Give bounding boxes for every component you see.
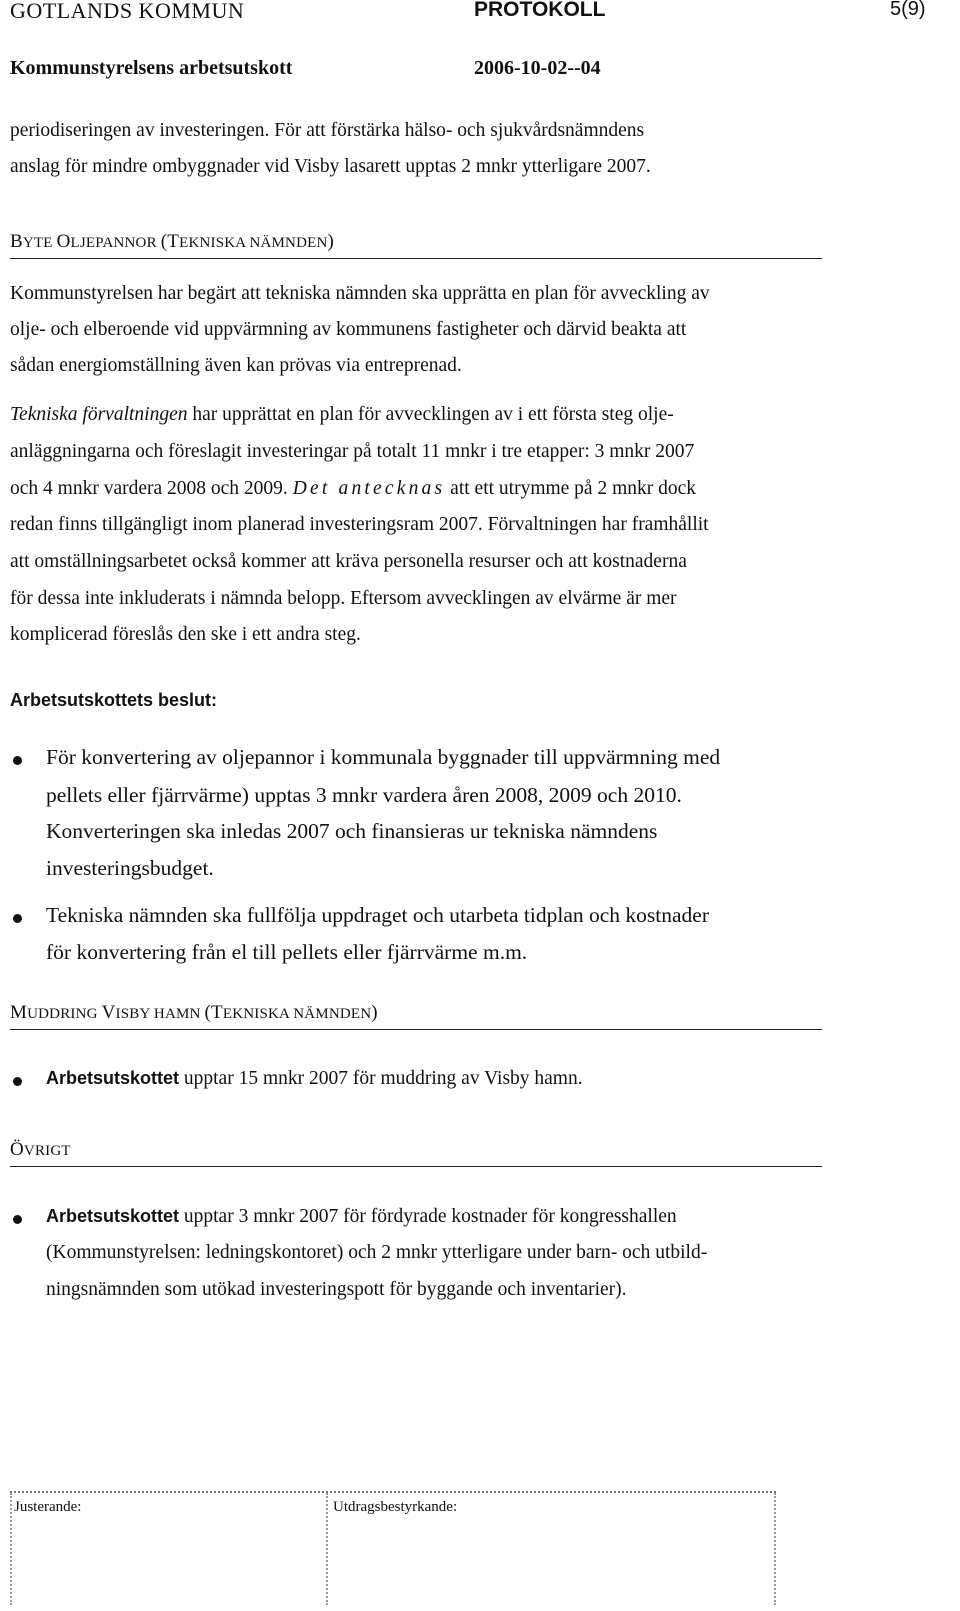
- utdragsbestyrkande-label: Utdragsbestyrkande:: [333, 1499, 458, 1515]
- footer-divider: [10, 1493, 12, 1605]
- paragraph-line: anläggningarna och föreslagit investeringar på totalt 11 mnkr i tre etapper: 3 mnkr 2007: [10, 441, 695, 462]
- organization-name: GOTLANDS KOMMUN: [10, 0, 245, 23]
- paragraph-line: och 4 mnkr vardera 2008 och 2009. Det antecknas att ett utrymme på 2 mnkr dock: [10, 478, 697, 499]
- italic-entity: Tekniska förvaltningen: [10, 404, 188, 425]
- paragraph-line: Tekniska förvaltningen har upprättat en plan för avvecklingen av i ett första steg olje-: [10, 404, 674, 425]
- footer-divider: [326, 1493, 328, 1605]
- paragraph-line: komplicerad föreslås den ske i ett andra steg.: [10, 624, 361, 645]
- spaced-emphasis: Det antecknas: [292, 478, 446, 499]
- paragraph-line: redan finns tillgängligt inom planerad investeringsram 2007. Förvaltningen har framhållit: [10, 514, 709, 535]
- decision-label: Arbetsutskottets beslut:: [10, 690, 218, 710]
- decision-bullet-line: Konverteringen ska inledas 2007 och finansieras ur tekniska nämndens: [46, 819, 658, 843]
- bullet-icon: [13, 756, 22, 765]
- section-divider: [10, 258, 822, 259]
- meeting-date: 2006-10-02--04: [474, 57, 601, 79]
- decision-bullet-line: Tekniska nämnden ska fullfölja uppdraget och utarbeta tidplan och kostnader: [46, 903, 709, 927]
- section-divider: [10, 1166, 822, 1167]
- decision-bullet-line: pellets eller fjärrvärme) upptas 3 mnkr vardera åren 2008, 2009 och 2010.: [46, 783, 682, 807]
- decision-bullet-line: investeringsbudget.: [46, 856, 214, 880]
- footer-divider: [774, 1493, 776, 1605]
- bullet-line: Arbetsutskottet upptar 15 mnkr 2007 för muddring av Visby hamn.: [46, 1068, 583, 1089]
- bullet-line: ningsnämnden som utökad investeringspott för byggande och inventarier).: [46, 1279, 627, 1300]
- bullet-line: Arbetsutskottet upptar 3 mnkr 2007 för fördyrade kostnader för kongresshallen: [46, 1206, 677, 1227]
- paragraph-line: för dessa inte inkluderats i nämnda belopp. Eftersom avvecklingen av elvärme är mer: [10, 588, 677, 609]
- page-number: 5(9): [890, 0, 926, 20]
- bullet-line: (Kommunstyrelsen: ledningskontoret) och 2 mnkr ytterligare under barn- och utbild-: [46, 1242, 708, 1263]
- paragraph-line: att omställningsarbetet också kommer att kräva personella resurser och att kostnaderna: [10, 551, 687, 572]
- bullet-icon: [13, 1215, 22, 1224]
- decision-bullet-line: För konvertering av oljepannor i kommunala byggnader till uppvärmning med: [46, 745, 721, 769]
- committee-name: Kommunstyrelsens arbetsutskott: [10, 57, 293, 79]
- document-type: PROTOKOLL: [474, 0, 606, 21]
- paragraph-line: sådan energiomställning även kan prövas via entreprenad.: [10, 355, 462, 376]
- paragraph-line: olje- och elberoende vid uppvärmning av kommunens fastigheter och därvid beakta att: [10, 319, 687, 340]
- intro-line: anslag för mindre ombyggnader vid Visby lasarett upptas 2 mnkr ytterligare 2007.: [10, 156, 651, 177]
- justerande-label: Justerande:: [14, 1499, 82, 1515]
- bullet-icon: [13, 914, 22, 923]
- section-divider: [10, 1029, 822, 1030]
- decision-bullet-line: för konvertering från el till pellets eller fjärrvärme m.m.: [46, 940, 528, 964]
- bullet-icon: [13, 1077, 22, 1086]
- paragraph-line: Kommunstyrelsen har begärt att tekniska nämnden ska upprätta en plan för avveckling av: [10, 283, 710, 304]
- section-heading-dredging: MUDDRING VISBY HAMN (TEKNISKA NÄMNDEN): [10, 1002, 378, 1023]
- section-heading-oil-boilers: BYTE OLJEPANNOR (TEKNISKA NÄMNDEN): [10, 231, 335, 252]
- intro-line: periodiseringen av investeringen. För att förstärka hälso- och sjukvårdsnämndens: [10, 120, 645, 141]
- section-heading-other: ÖVRIGT: [10, 1139, 71, 1160]
